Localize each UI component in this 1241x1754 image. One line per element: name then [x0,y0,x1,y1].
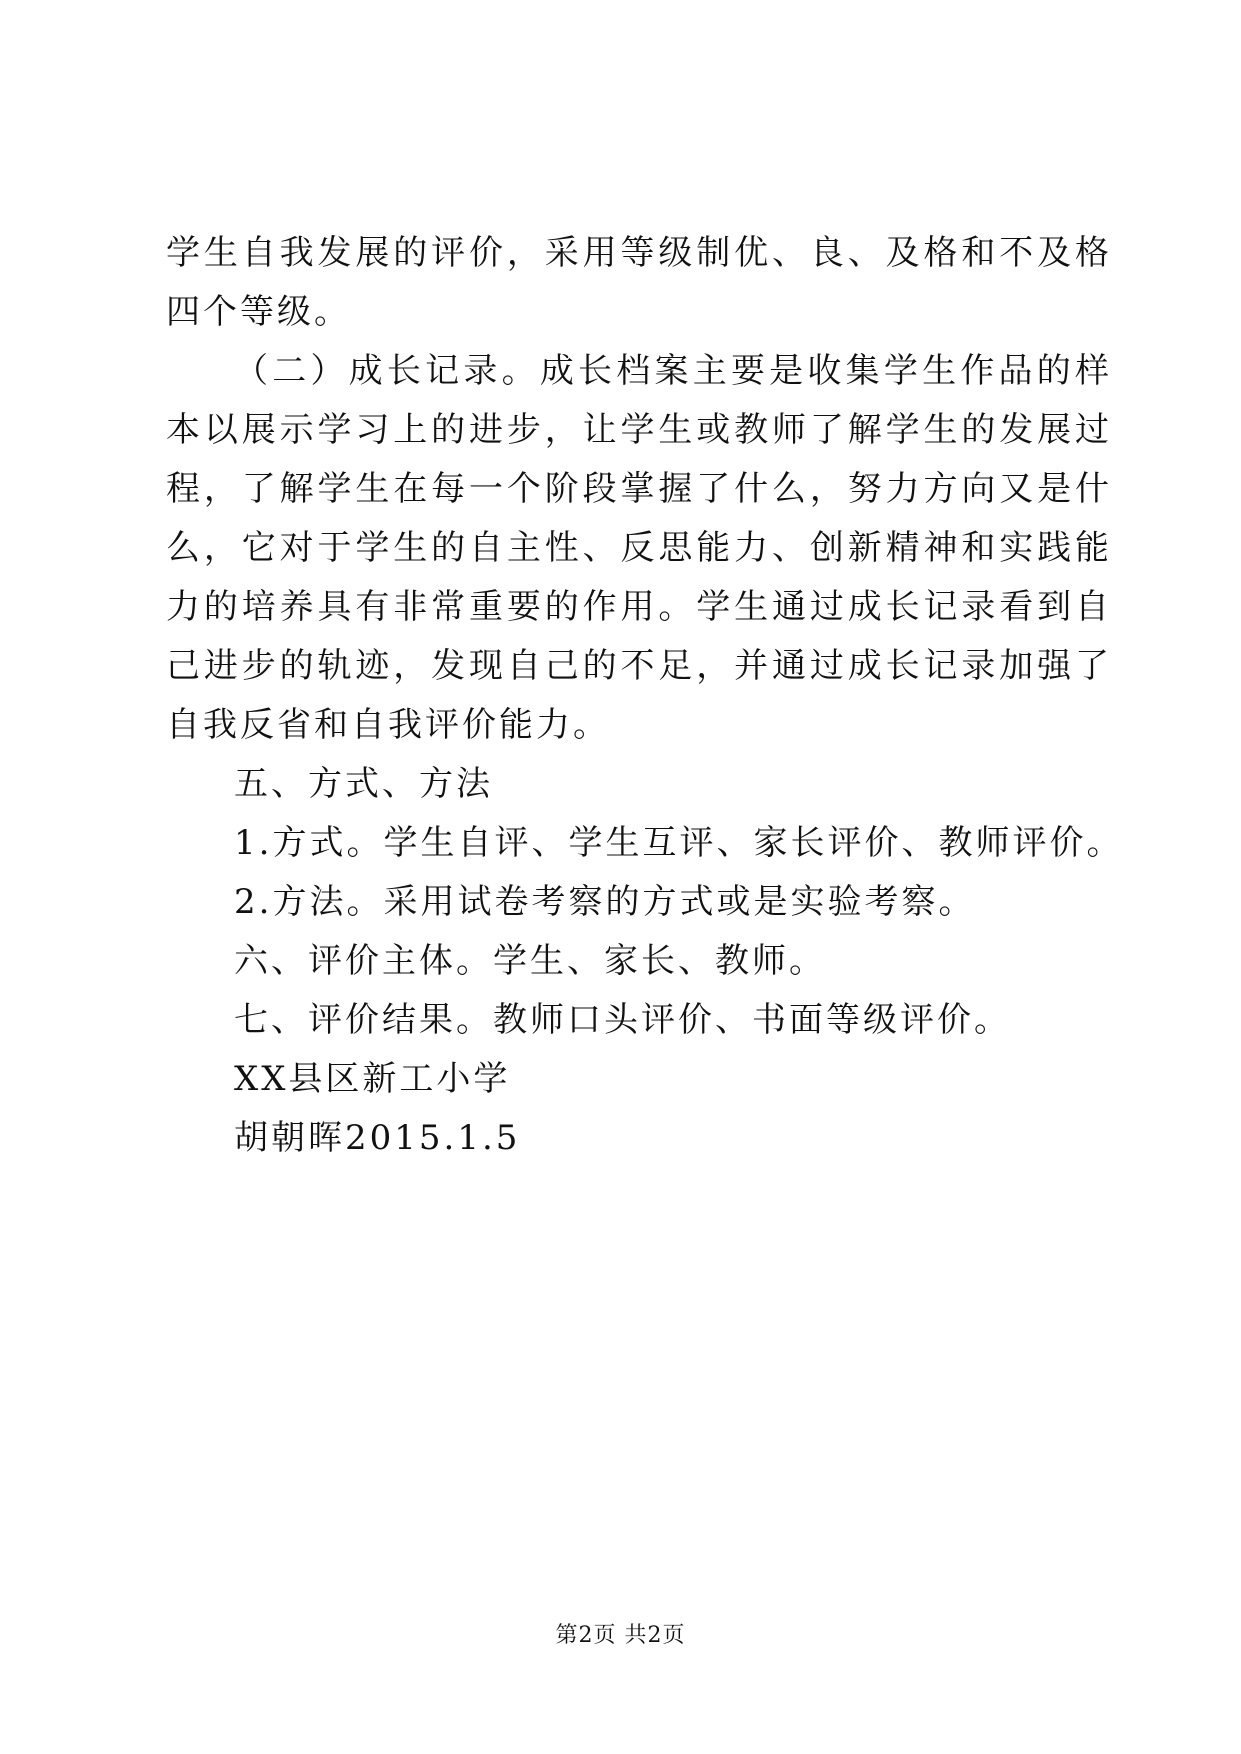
list-item-method-1: 1.方式。学生自评、学生互评、家长评价、教师评价。 [234,823,1124,863]
paragraph-evaluation-levels: 学生自我发展的评价，采用等级制优、良、及格和不及格四个等级。 [166,233,1112,332]
section-evaluation-subjects: 六、评价主体。学生、家长、教师。 [234,941,826,981]
author-date: 胡朝晖2015.1.5 [234,1118,521,1158]
document-body [166,224,1124,1168]
school-name: XX县区新工小学 [234,1059,511,1099]
paragraph-growth-record: （二）成长记录。成长档案主要是收集学生作品的样本以展示学习上的进步，让学生或教师了解学生的发展过程，了解学生在每一个阶段掌握了什么，努力方向又是什么，它对于学生的自主性、反思能力、创新精神和实践能力的培养具有非常重要的作用。学生通过成长记录看到自己进步的轨迹，发现自己的不足，并通过成长记录加强了自我反省和自我评价能力。 [166,351,1112,745]
page-number-footer: 第2页 共2页 [555,1623,686,1648]
section-evaluation-results: 七、评价结果。教师口头评价、书面等级评价。 [234,1000,1011,1040]
section-heading-methods: 五、方式、方法 [234,764,493,804]
list-item-method-2: 2.方法。采用试卷考察的方式或是实验考察。 [234,882,976,922]
